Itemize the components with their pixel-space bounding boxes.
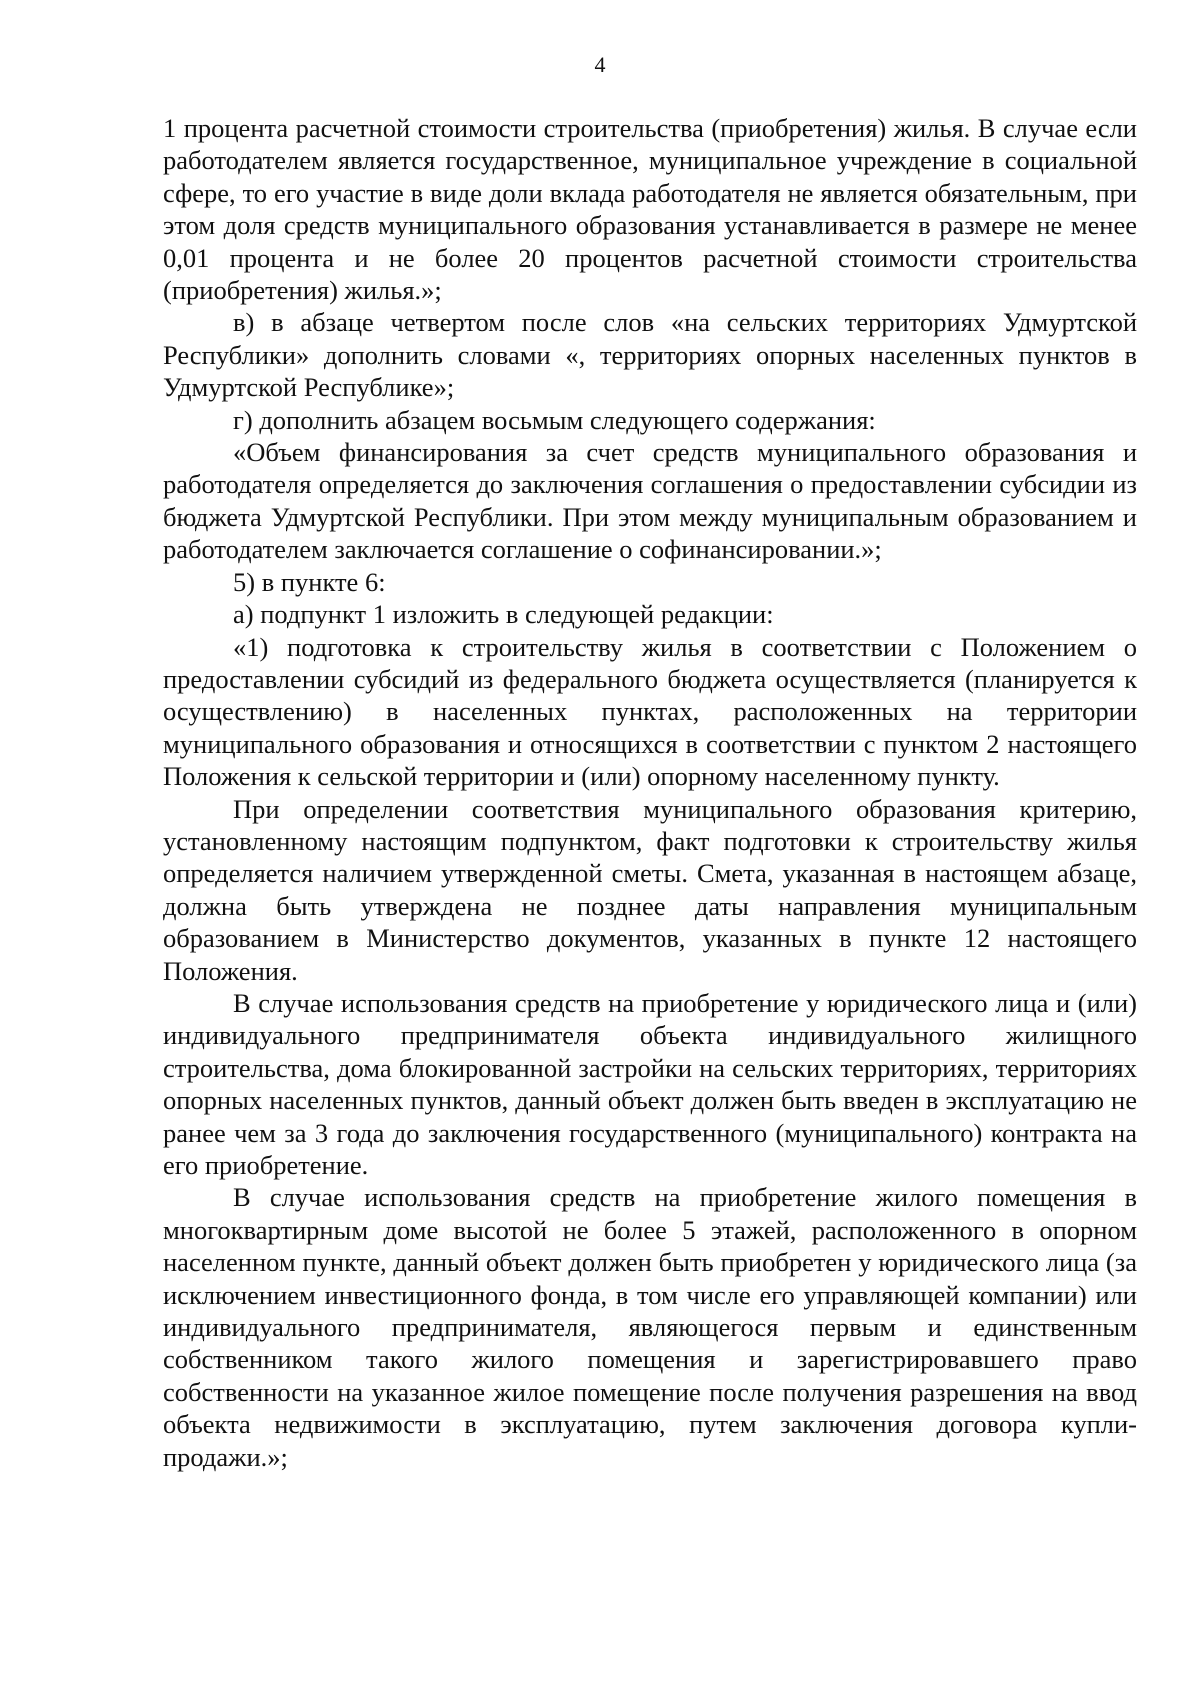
paragraph-quoted-financing: «Объем финансирования за счет средств муниципального образования и работодателя определяется до заключения соглашения о предоставлении субсидии из бюджета Удмуртской Республики. При этом между муниципальным образованием и работодателем заключается соглашение о софинансировании.»; [163, 437, 1137, 565]
paragraph-purchase-ijs: В случае использования средств на приобретение у юридического лица и (или) индивидуального предпринимателя объекта индивидуального жилищного строительства, дома блокированной застройки на сельских территориях, территориях опорных населенных пунктов, данный объект должен быть введен в эксплуатацию не ранее чем за 3 года до заключения государственного (муниципального) контракта на его приобретение. [163, 987, 1137, 1180]
paragraph-purchase-apartment: В случае использования средств на приобретение жилого помещения в многоквартирным доме высотой не более 5 этажей, расположенного в опорном населенном пункте, данный объект должен быть приобретен у юридического лица (за исключением инвестиционного фонда, в том числе его управляющей компании) или индивидуального предпринимателя, являющегося первым и единственным собственником такого жилого помещения и зарегистрировавшего право собственности на указанное жилое помещение после получения разрешения на ввод объекта недвижимости в эксплуатацию, путем заключения договора купли-продажи.»; [163, 1182, 1137, 1472]
paragraph-quoted-subitem-1: «1) подготовка к строительству жилья в соответствии с Положением о предоставлении субсидий из федерального бюджета осуществляется (планируется к осуществлению) в населенных пунктах, расположенных на территории муниципального образования и относящихся в соответствии с пунктом 2 настоящего Положения к сельской территории и (или) опорному населенному пункту. [163, 631, 1137, 792]
paragraph-criteria: При определении соответствия муниципального образования критерию, установленному настоящим подпунктом, факт подготовки к строительству жилья определяется наличием утвержденной сметы. Смета, указанная в настоящем абзаце, должна быть утверждена не позднее даты направления муниципальным образованием в Министерство документов, указанных в пункте 12 настоящего Положения. [163, 793, 1137, 986]
page-number: 4 [594, 52, 606, 77]
paragraph-subitem-a: а) подпункт 1 изложить в следующей редакции: [233, 599, 774, 630]
document-body [163, 112, 1137, 1473]
paragraph-amendment-g: г) дополнить абзацем восьмым следующего содержания: [233, 404, 876, 435]
paragraph-amendment-v: в) в абзаце четвертом после слов «на сельских территориях Удмуртской Республики» дополнить словами «, территориях опорных населенных пунктов в Удмуртской Республике»; [163, 307, 1137, 403]
paragraph-continuation: 1 процента расчетной стоимости строительства (приобретения) жилья. В случае если работодателем является государственное, муниципальное учреждение в социальной сфере, то его участие в виде доли вклада работодателя не является обязательным, при этом доля средств муниципального образования устанавливается в размере не менее 0,01 процента и не более 20 процентов расчетной стоимости строительства (приобретения) жилья.»; [163, 113, 1137, 306]
paragraph-item-5: 5) в пункте 6: [233, 566, 386, 597]
